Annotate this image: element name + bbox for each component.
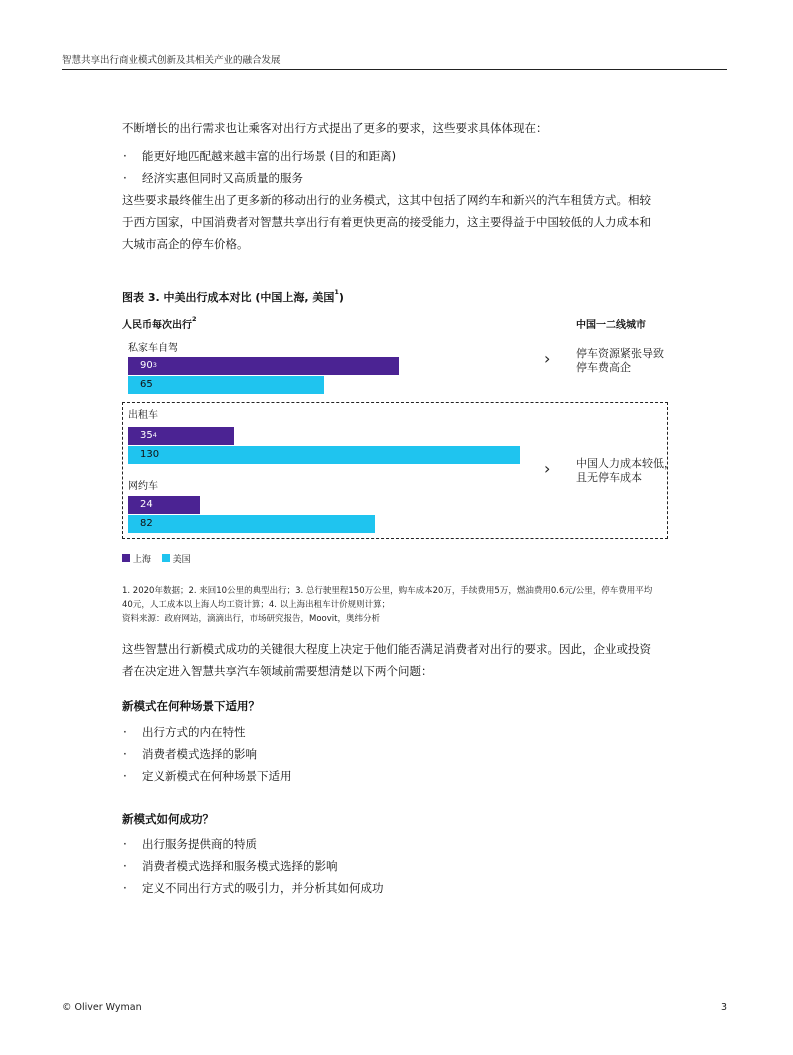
intro-bullet-item: · 经济实惠但同时又高质量的服务 — [122, 167, 672, 189]
chart-title-end: ) — [338, 291, 344, 304]
header-divider — [62, 69, 727, 70]
axis-label-text: 人民币每次出行 — [122, 320, 192, 331]
bar-value-text: 65 — [140, 379, 153, 390]
bar-value-text: 90 — [140, 360, 153, 371]
footnote-line: 40元，人工成本以上海人均工资计算；4. 以上海出租车计价规则计算； — [122, 600, 391, 610]
paragraph-line: 大城市高企的停车价格。 — [122, 237, 249, 251]
annotation-parking — [576, 347, 664, 375]
bar-usa-2 — [128, 515, 375, 533]
legend-swatch-usa — [162, 554, 170, 562]
chart-title-footnote-mark: 1 — [334, 288, 339, 296]
bar-value-label — [140, 357, 157, 375]
chart-footnotes — [122, 584, 682, 612]
annotation-line: 且无停车成本 — [576, 471, 642, 484]
legend-label-usa: 美国 — [172, 555, 191, 565]
bar-usa-1 — [128, 446, 520, 464]
paragraph-line: 者在决定进入智慧共享汽车领域前需要想清楚以下两个问题： — [122, 664, 433, 678]
section1-bullet-item: · 出行方式的内在特性 — [122, 721, 672, 743]
bar-value-text: 24 — [140, 499, 153, 510]
bar-shanghai-1 — [128, 427, 234, 445]
intro-bullet-item: · 能更好地匹配越来越丰富的出行场景 (目的和距离) — [122, 145, 672, 167]
chart-value-axis-label — [122, 316, 197, 331]
running-header: 智慧共享出行商业模式创新及其相关产业的融合发展 — [62, 55, 281, 66]
axis-label-footnote-mark: 2 — [192, 315, 197, 323]
paragraph-line: 这些智慧出行新模式成功的关键很大程度上决定于他们能否满足消费者对出行的要求。因此，企业或投资 — [122, 642, 651, 656]
bar-value-label — [140, 446, 159, 464]
page-number: 3 — [720, 1002, 727, 1013]
body-paragraph — [122, 638, 672, 682]
chart-title — [122, 289, 344, 305]
chevron-right-icon: › — [544, 459, 551, 478]
bar-value-label — [140, 496, 153, 514]
bar-value-text: 35 — [140, 430, 153, 441]
intro-line: 不断增长的出行需求也让乘客对出行方式提出了更多的要求，这些要求具体体现在： — [122, 121, 548, 135]
annotation-line: 停车费高企 — [576, 361, 631, 374]
legend-label-shanghai: 上海 — [132, 555, 151, 565]
bar-shanghai-2 — [128, 496, 200, 514]
chevron-right-icon: › — [544, 349, 551, 368]
footnote-line: 1. 2020年数据；2. 来回10公里的典型出行；3. 总行驶里程150万公里，购车成本20万，手续费用5万，燃油费用0.6元/公里，停车费用平均 — [122, 586, 653, 596]
intro-paragraph — [122, 189, 672, 255]
bar-value-footnote-mark: 4 — [152, 431, 157, 439]
bar-value-label — [140, 515, 153, 533]
chart-sources: 资料来源：政府网站，滴滴出行，市场研究报告，Moovit，奥纬分析 — [122, 614, 380, 624]
section2-bullet-list — [122, 833, 672, 899]
bar-value-text: 130 — [140, 449, 160, 460]
footer-copyright: © Oliver Wyman — [62, 1002, 142, 1013]
paragraph-line: 这些要求最终催生出了更多新的移动出行的业务模式，这其中包括了网约车和新兴的汽车租赁方式。相较 — [122, 193, 651, 207]
section2-bullet-item: · 消费者模式选择和服务模式选择的影响 — [122, 855, 672, 877]
annotation-labor-cost — [576, 457, 675, 485]
section1-bullet-item: · 消费者模式选择的影响 — [122, 743, 672, 765]
chart-title-text: 图表 3. 中美出行成本对比 (中国上海, 美国 — [122, 291, 335, 304]
annotation-line: 停车资源紧张导致 — [576, 347, 664, 360]
legend-swatch-shanghai — [122, 554, 130, 562]
bar-shanghai-0 — [128, 357, 399, 375]
intro-bullet-list — [122, 145, 672, 189]
section1-bullet-item: · 定义新模式在何种场景下适用 — [122, 765, 672, 787]
bar-value-label — [140, 427, 157, 445]
section-heading-success: 新模式如何成功？ — [122, 812, 214, 826]
bar-value-text: 82 — [140, 518, 153, 529]
bar-value-label — [140, 376, 153, 394]
section1-bullet-list — [122, 721, 672, 787]
category-label-private-car: 私家车自驾 — [128, 343, 178, 354]
bar-usa-0 — [128, 376, 324, 394]
bar-value-footnote-mark: 3 — [152, 361, 157, 369]
annotation-header: 中国一二线城市 — [576, 320, 646, 331]
section2-bullet-item: · 出行服务提供商的特质 — [122, 833, 672, 855]
section-heading-scenarios: 新模式在何种场景下适用？ — [122, 699, 260, 713]
annotation-line: 中国人力成本较低， — [576, 457, 675, 470]
category-label-taxi: 出租车 — [128, 410, 158, 421]
chart-legend — [122, 552, 191, 565]
category-label-ride-hailing: 网约车 — [128, 481, 158, 492]
section2-bullet-item: · 定义不同出行方式的吸引力，并分析其如何成功 — [122, 877, 672, 899]
paragraph-line: 于西方国家，中国消费者对智慧共享出行有着更快更高的接受能力，这主要得益于中国较低的人力成本和 — [122, 215, 651, 229]
